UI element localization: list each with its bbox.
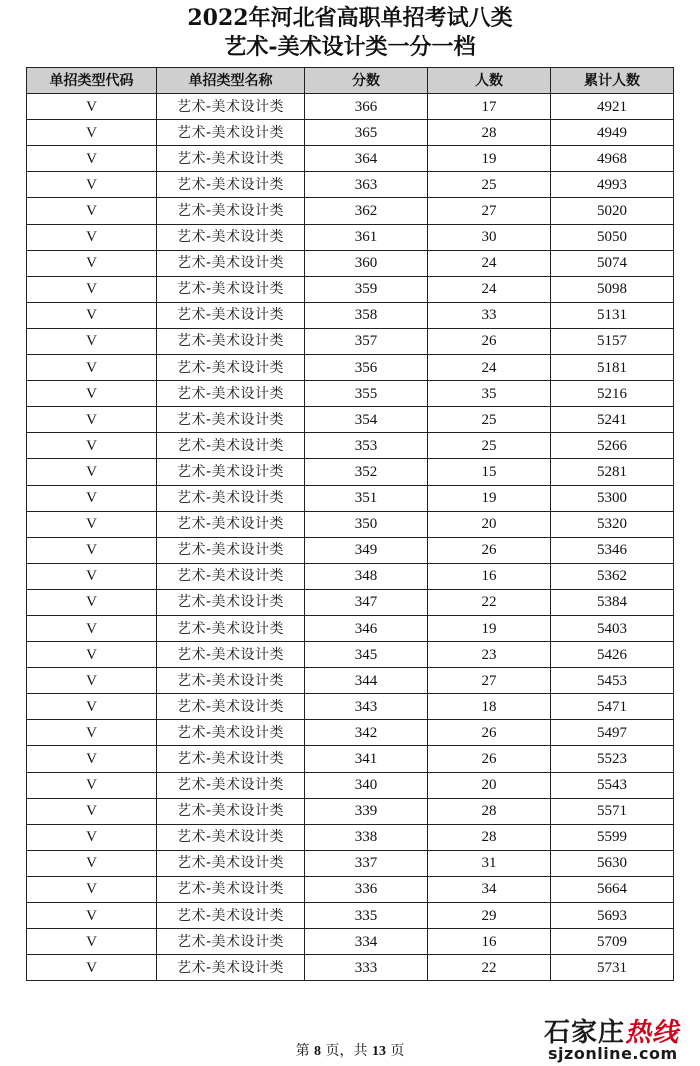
cell-score: 346 xyxy=(305,615,428,641)
cell-score: 359 xyxy=(305,276,428,302)
table-row xyxy=(27,850,674,876)
cell-type-code: V xyxy=(27,537,157,563)
cell-type-name: 艺术-美术设计类 xyxy=(157,381,305,407)
table-row xyxy=(27,459,674,485)
table-row xyxy=(27,746,674,772)
table-row xyxy=(27,146,674,172)
cell-type-name: 艺术-美术设计类 xyxy=(157,224,305,250)
cell-type-name: 艺术-美术设计类 xyxy=(157,120,305,146)
cell-count: 19 xyxy=(428,146,551,172)
cell-count: 26 xyxy=(428,720,551,746)
cell-score: 334 xyxy=(305,929,428,955)
cell-type-name: 艺术-美术设计类 xyxy=(157,250,305,276)
cell-type-code: V xyxy=(27,302,157,328)
cell-type-code: V xyxy=(27,407,157,433)
cell-cumulative: 5300 xyxy=(551,485,674,511)
cell-type-name: 艺术-美术设计类 xyxy=(157,824,305,850)
cell-count: 22 xyxy=(428,955,551,981)
cell-cumulative: 5709 xyxy=(551,929,674,955)
column-header: 累计人数 xyxy=(551,68,674,94)
cell-score: 338 xyxy=(305,824,428,850)
cell-cumulative: 5281 xyxy=(551,459,674,485)
cell-count: 18 xyxy=(428,694,551,720)
cell-type-code: V xyxy=(27,668,157,694)
cell-score: 336 xyxy=(305,876,428,902)
cell-cumulative: 5426 xyxy=(551,642,674,668)
table-row xyxy=(27,615,674,641)
cell-type-name: 艺术-美术设计类 xyxy=(157,302,305,328)
cell-count: 28 xyxy=(428,798,551,824)
cell-count: 27 xyxy=(428,198,551,224)
cell-cumulative: 5181 xyxy=(551,355,674,381)
cell-type-name: 艺术-美术设计类 xyxy=(157,198,305,224)
cell-type-name: 艺术-美术设计类 xyxy=(157,694,305,720)
table-row xyxy=(27,537,674,563)
cell-score: 350 xyxy=(305,511,428,537)
cell-cumulative: 5074 xyxy=(551,250,674,276)
watermark-url: sjzonline.com xyxy=(548,1044,678,1063)
cell-type-name: 艺术-美术设计类 xyxy=(157,94,305,120)
cell-type-code: V xyxy=(27,563,157,589)
table-row xyxy=(27,511,674,537)
cell-type-code: V xyxy=(27,224,157,250)
table-body xyxy=(27,94,674,981)
cell-score: 361 xyxy=(305,224,428,250)
cell-count: 24 xyxy=(428,276,551,302)
cell-cumulative: 5216 xyxy=(551,381,674,407)
cell-type-name: 艺术-美术设计类 xyxy=(157,876,305,902)
cell-type-name: 艺术-美术设计类 xyxy=(157,511,305,537)
cell-cumulative: 5731 xyxy=(551,955,674,981)
cell-score: 355 xyxy=(305,381,428,407)
footer-suffix: 页 xyxy=(385,1043,405,1059)
table-row xyxy=(27,172,674,198)
cell-cumulative: 5497 xyxy=(551,720,674,746)
cell-type-code: V xyxy=(27,720,157,746)
table-row xyxy=(27,328,674,354)
cell-score: 357 xyxy=(305,328,428,354)
cell-score: 349 xyxy=(305,537,428,563)
cell-type-code: V xyxy=(27,198,157,224)
cell-type-name: 艺术-美术设计类 xyxy=(157,903,305,929)
cell-score: 348 xyxy=(305,563,428,589)
cell-cumulative: 5157 xyxy=(551,328,674,354)
cell-type-name: 艺术-美术设计类 xyxy=(157,615,305,641)
cell-score: 358 xyxy=(305,302,428,328)
cell-type-name: 艺术-美术设计类 xyxy=(157,459,305,485)
total-page-number: 13 xyxy=(371,1044,386,1059)
cell-score: 342 xyxy=(305,720,428,746)
cell-cumulative: 5453 xyxy=(551,668,674,694)
cell-count: 33 xyxy=(428,302,551,328)
cell-type-code: V xyxy=(27,929,157,955)
cell-type-code: V xyxy=(27,642,157,668)
cell-cumulative: 5266 xyxy=(551,433,674,459)
cell-type-name: 艺术-美术设计类 xyxy=(157,668,305,694)
cell-type-name: 艺术-美术设计类 xyxy=(157,720,305,746)
cell-score: 362 xyxy=(305,198,428,224)
cell-count: 22 xyxy=(428,589,551,615)
table-row xyxy=(27,381,674,407)
cell-count: 25 xyxy=(428,172,551,198)
cell-count: 16 xyxy=(428,563,551,589)
cell-type-code: V xyxy=(27,955,157,981)
cell-count: 35 xyxy=(428,381,551,407)
cell-type-name: 艺术-美术设计类 xyxy=(157,328,305,354)
table-row xyxy=(27,250,674,276)
cell-type-code: V xyxy=(27,589,157,615)
table-row xyxy=(27,276,674,302)
cell-score: 347 xyxy=(305,589,428,615)
cell-cumulative: 4993 xyxy=(551,172,674,198)
cell-cumulative: 5693 xyxy=(551,903,674,929)
cell-score: 365 xyxy=(305,120,428,146)
cell-score: 363 xyxy=(305,172,428,198)
cell-type-code: V xyxy=(27,120,157,146)
cell-count: 24 xyxy=(428,355,551,381)
cell-type-name: 艺术-美术设计类 xyxy=(157,485,305,511)
cell-type-name: 艺术-美术设计类 xyxy=(157,563,305,589)
table-row xyxy=(27,224,674,250)
table-row xyxy=(27,929,674,955)
cell-count: 30 xyxy=(428,224,551,250)
cell-count: 28 xyxy=(428,120,551,146)
table-header-row xyxy=(27,68,674,94)
cell-type-name: 艺术-美术设计类 xyxy=(157,955,305,981)
cell-type-code: V xyxy=(27,172,157,198)
cell-cumulative: 5346 xyxy=(551,537,674,563)
cell-count: 25 xyxy=(428,433,551,459)
cell-type-name: 艺术-美术设计类 xyxy=(157,798,305,824)
table-row xyxy=(27,407,674,433)
table-row xyxy=(27,120,674,146)
table-row xyxy=(27,355,674,381)
cell-type-code: V xyxy=(27,485,157,511)
cell-cumulative: 5523 xyxy=(551,746,674,772)
cell-type-name: 艺术-美术设计类 xyxy=(157,772,305,798)
cell-type-name: 艺术-美术设计类 xyxy=(157,929,305,955)
table-row xyxy=(27,798,674,824)
cell-type-name: 艺术-美术设计类 xyxy=(157,850,305,876)
cell-count: 34 xyxy=(428,876,551,902)
table-row xyxy=(27,824,674,850)
column-header: 单招类型名称 xyxy=(157,68,305,94)
cell-type-name: 艺术-美术设计类 xyxy=(157,746,305,772)
cell-type-code: V xyxy=(27,381,157,407)
cell-cumulative: 5599 xyxy=(551,824,674,850)
cell-score: 340 xyxy=(305,772,428,798)
cell-type-code: V xyxy=(27,459,157,485)
cell-count: 24 xyxy=(428,250,551,276)
cell-type-code: V xyxy=(27,798,157,824)
cell-count: 16 xyxy=(428,929,551,955)
cell-type-code: V xyxy=(27,433,157,459)
cell-cumulative: 5320 xyxy=(551,511,674,537)
footer-middle: 页，共 xyxy=(321,1043,372,1059)
cell-score: 351 xyxy=(305,485,428,511)
cell-score: 343 xyxy=(305,694,428,720)
cell-score: 352 xyxy=(305,459,428,485)
cell-type-code: V xyxy=(27,276,157,302)
cell-cumulative: 5664 xyxy=(551,876,674,902)
cell-count: 26 xyxy=(428,537,551,563)
table-row xyxy=(27,589,674,615)
cell-cumulative: 5362 xyxy=(551,563,674,589)
document-title-line2: 艺术-美术设计类一分一档 xyxy=(224,34,476,60)
footer-prefix: 第 xyxy=(295,1043,315,1059)
cell-type-name: 艺术-美术设计类 xyxy=(157,355,305,381)
cell-type-code: V xyxy=(27,250,157,276)
cell-score: 337 xyxy=(305,850,428,876)
cell-type-name: 艺术-美术设计类 xyxy=(157,172,305,198)
cell-count: 26 xyxy=(428,746,551,772)
cell-count: 15 xyxy=(428,459,551,485)
cell-cumulative: 4949 xyxy=(551,120,674,146)
site-watermark-logo xyxy=(544,1012,694,1062)
cell-type-code: V xyxy=(27,876,157,902)
cell-count: 17 xyxy=(428,94,551,120)
watermark-brand-red: 热线 xyxy=(625,1018,680,1048)
cell-cumulative: 5131 xyxy=(551,302,674,328)
table-row xyxy=(27,876,674,902)
cell-count: 31 xyxy=(428,850,551,876)
table-row xyxy=(27,903,674,929)
table-row xyxy=(27,694,674,720)
cell-cumulative: 5098 xyxy=(551,276,674,302)
cell-cumulative: 5471 xyxy=(551,694,674,720)
cell-cumulative: 5384 xyxy=(551,589,674,615)
cell-count: 29 xyxy=(428,903,551,929)
table-row xyxy=(27,772,674,798)
current-page-number: 8 xyxy=(314,1044,322,1059)
cell-score: 366 xyxy=(305,94,428,120)
cell-score: 364 xyxy=(305,146,428,172)
cell-count: 19 xyxy=(428,615,551,641)
cell-score: 353 xyxy=(305,433,428,459)
cell-type-name: 艺术-美术设计类 xyxy=(157,407,305,433)
cell-count: 26 xyxy=(428,328,551,354)
cell-type-code: V xyxy=(27,615,157,641)
table-row xyxy=(27,642,674,668)
table-row xyxy=(27,563,674,589)
table-row xyxy=(27,485,674,511)
cell-score: 356 xyxy=(305,355,428,381)
cell-type-name: 艺术-美术设计类 xyxy=(157,589,305,615)
cell-score: 344 xyxy=(305,668,428,694)
cell-type-code: V xyxy=(27,328,157,354)
table-row xyxy=(27,302,674,328)
cell-score: 354 xyxy=(305,407,428,433)
cell-type-code: V xyxy=(27,511,157,537)
cell-count: 19 xyxy=(428,485,551,511)
table-row xyxy=(27,433,674,459)
cell-type-name: 艺术-美术设计类 xyxy=(157,433,305,459)
cell-score: 333 xyxy=(305,955,428,981)
cell-score: 341 xyxy=(305,746,428,772)
cell-type-name: 艺术-美术设计类 xyxy=(157,146,305,172)
table-row xyxy=(27,668,674,694)
cell-count: 23 xyxy=(428,642,551,668)
cell-type-name: 艺术-美术设计类 xyxy=(157,276,305,302)
cell-type-code: V xyxy=(27,772,157,798)
column-header: 人数 xyxy=(428,68,551,94)
cell-type-name: 艺术-美术设计类 xyxy=(157,537,305,563)
table-row xyxy=(27,720,674,746)
cell-score: 335 xyxy=(305,903,428,929)
score-table xyxy=(26,67,674,981)
cell-cumulative: 5241 xyxy=(551,407,674,433)
table-row xyxy=(27,198,674,224)
cell-type-name: 艺术-美术设计类 xyxy=(157,642,305,668)
cell-type-code: V xyxy=(27,146,157,172)
cell-count: 27 xyxy=(428,668,551,694)
table-row xyxy=(27,955,674,981)
cell-type-code: V xyxy=(27,694,157,720)
cell-cumulative: 5571 xyxy=(551,798,674,824)
column-header: 单招类型代码 xyxy=(27,68,157,94)
cell-count: 25 xyxy=(428,407,551,433)
cell-count: 20 xyxy=(428,772,551,798)
cell-score: 360 xyxy=(305,250,428,276)
cell-count: 20 xyxy=(428,511,551,537)
cell-type-code: V xyxy=(27,850,157,876)
cell-cumulative: 5630 xyxy=(551,850,674,876)
cell-cumulative: 5543 xyxy=(551,772,674,798)
cell-cumulative: 4921 xyxy=(551,94,674,120)
cell-cumulative: 5403 xyxy=(551,615,674,641)
cell-type-code: V xyxy=(27,746,157,772)
document-title-line1: 2022年河北省高职单招考试八类 xyxy=(187,5,513,31)
cell-count: 28 xyxy=(428,824,551,850)
watermark-brand-dark: 石家庄 xyxy=(544,1018,626,1048)
cell-cumulative: 5020 xyxy=(551,198,674,224)
cell-score: 345 xyxy=(305,642,428,668)
cell-type-code: V xyxy=(27,94,157,120)
cell-type-code: V xyxy=(27,355,157,381)
cell-cumulative: 4968 xyxy=(551,146,674,172)
column-header: 分数 xyxy=(305,68,428,94)
cell-type-code: V xyxy=(27,903,157,929)
cell-score: 339 xyxy=(305,798,428,824)
table-row xyxy=(27,94,674,120)
cell-type-code: V xyxy=(27,824,157,850)
cell-cumulative: 5050 xyxy=(551,224,674,250)
